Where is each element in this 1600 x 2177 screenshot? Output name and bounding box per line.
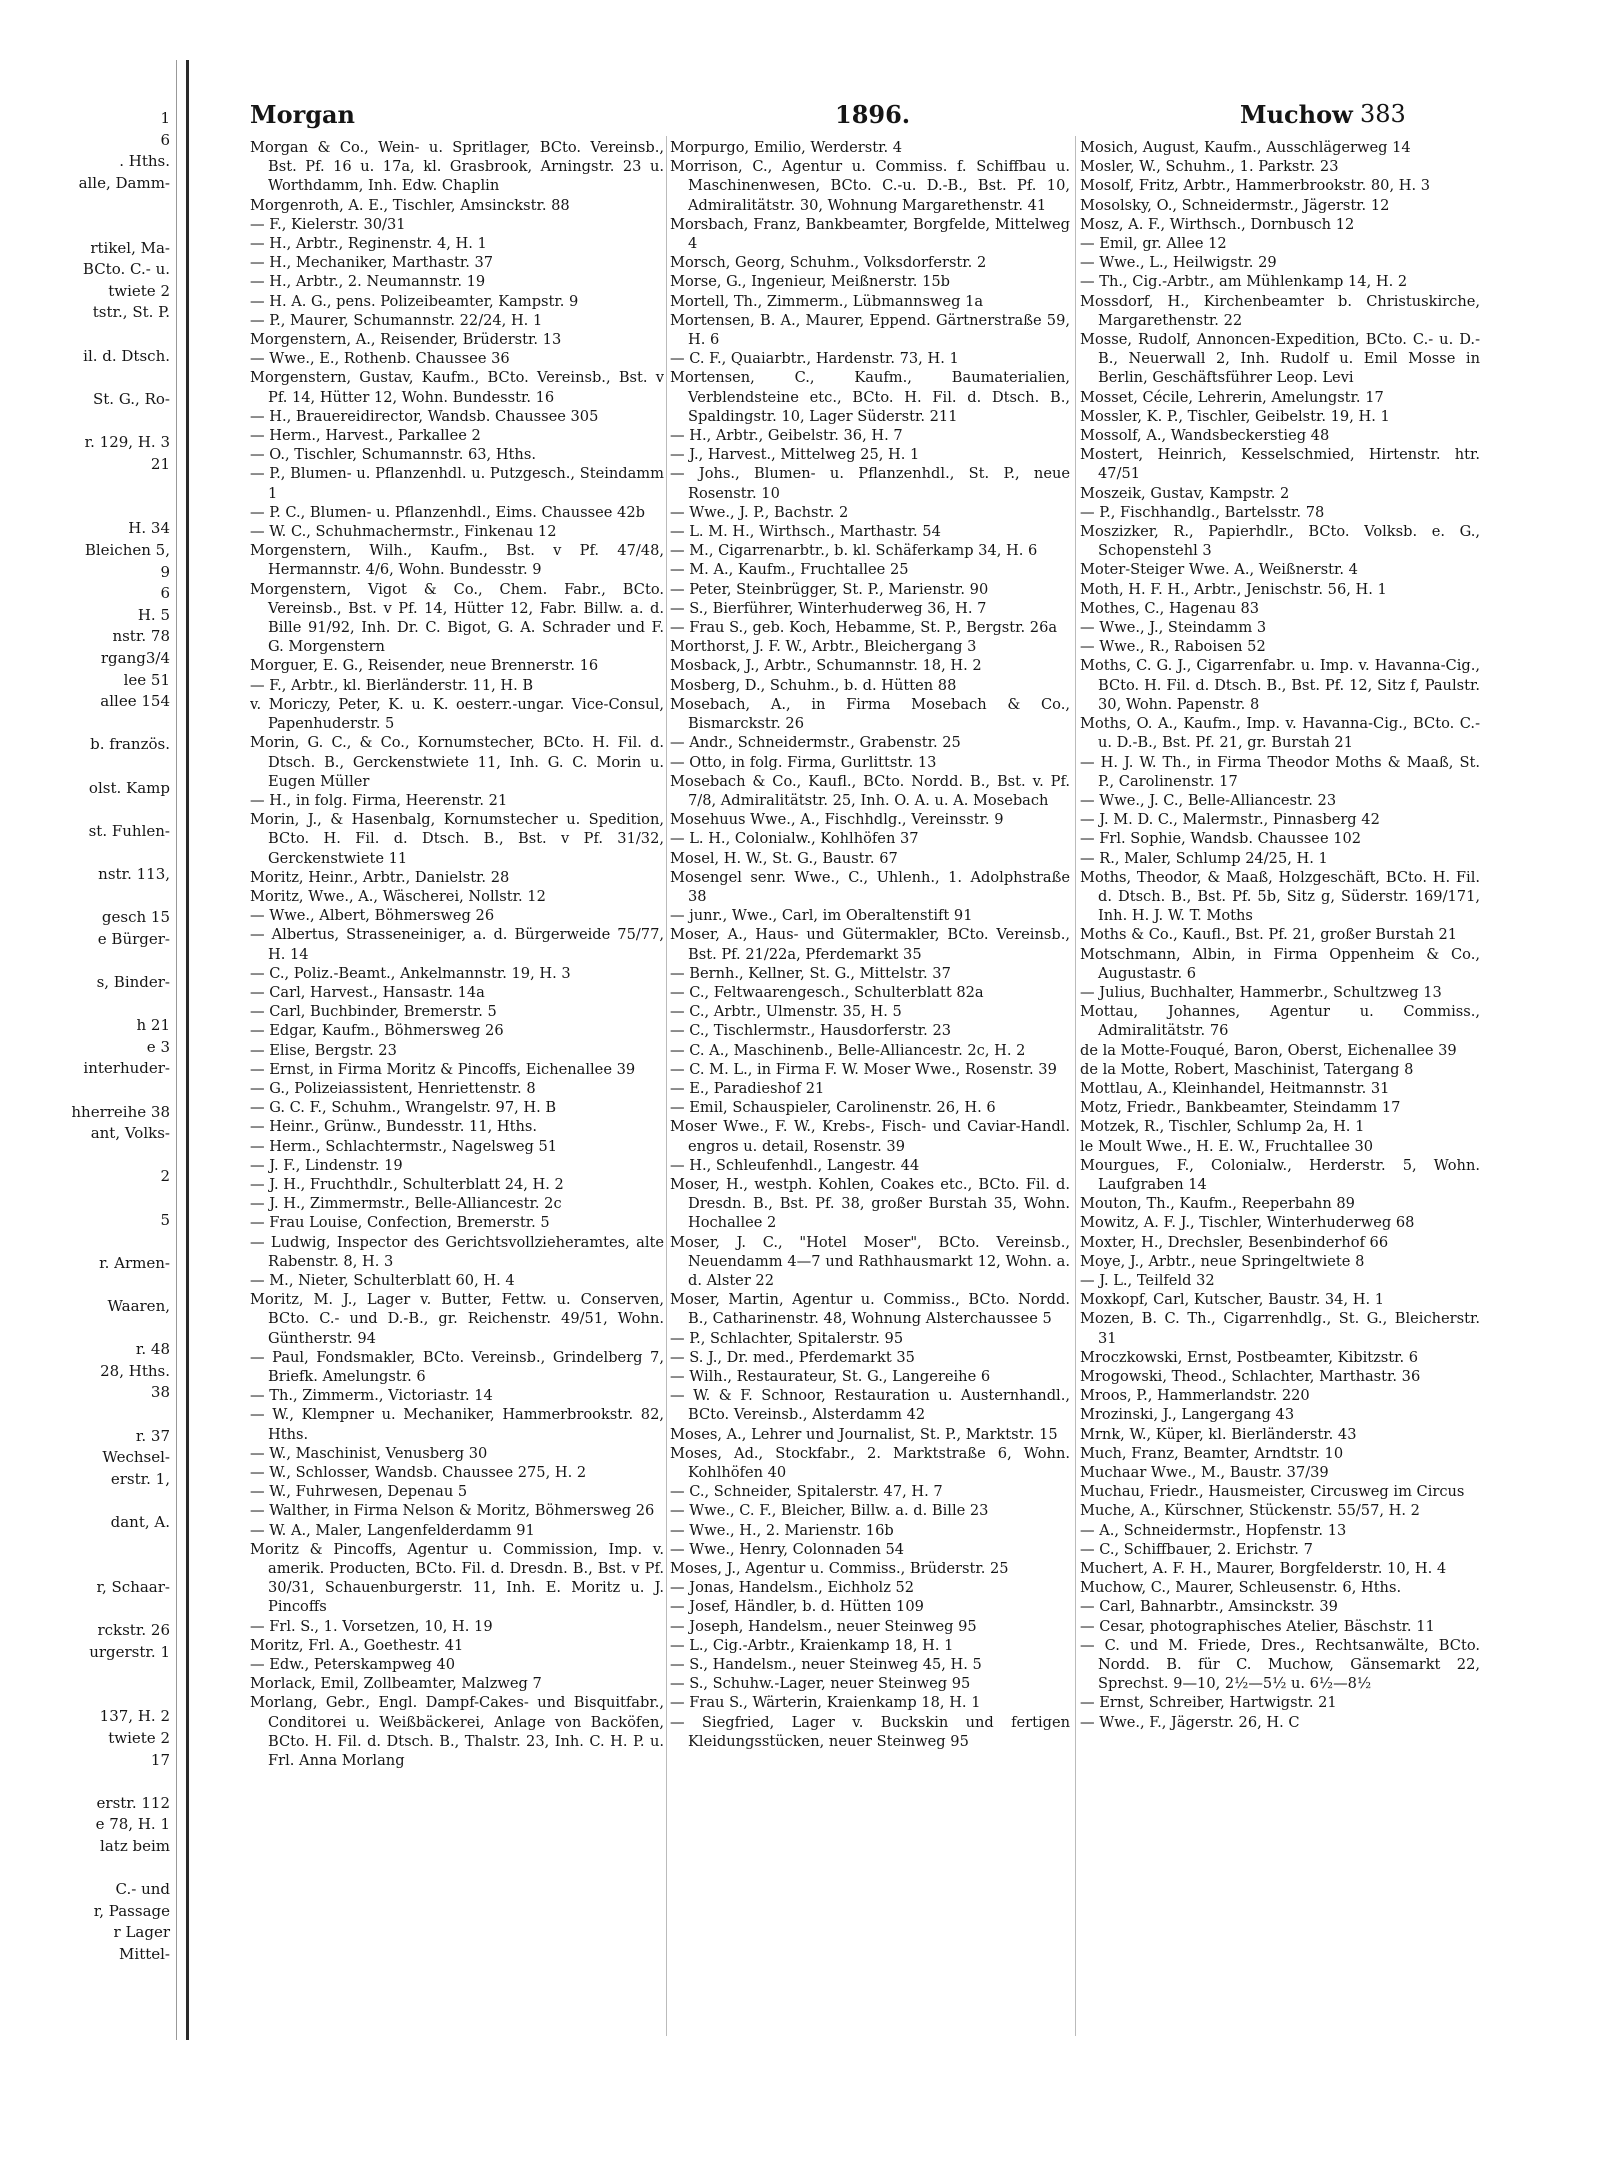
directory-entry: — Edw., Peterskampweg 40 xyxy=(250,1656,456,1674)
directory-entry: — Josef, Händler, b. d. Hütten 109 xyxy=(670,1598,924,1616)
directory-entry: Mowitz, A. F. J., Tischler, Winterhuderweg 68 xyxy=(1080,1214,1415,1232)
directory-entry: — W., Maschinist, Venusberg 30 xyxy=(250,1444,488,1462)
directory-entry: Mozen, B. C. Th., Cigarrenhdlg., St. G., Bleicherstr. 31 xyxy=(1080,1310,1480,1347)
directory-entry: Moye, J., Arbtr., neue Springeltwiete 8 xyxy=(1080,1252,1365,1270)
directory-entry: Moxkopf, Carl, Kutscher, Baustr. 34, H. 1 xyxy=(1080,1291,1385,1309)
directory-entry: — Carl, Harvest., Hansastr. 14a xyxy=(250,983,485,1001)
fragment-line: Mittel- xyxy=(119,1945,170,1963)
directory-entry: — S., Handelsm., neuer Steinweg 45, H. 5 xyxy=(670,1656,982,1674)
fragment-line: allee 154 xyxy=(100,692,170,711)
directory-entry: — Walther, in Firma Nelson & Moritz, Böhmersweg 26 xyxy=(250,1502,655,1520)
directory-entry: — C., Feltwaarengesch., Schulterblatt 82a xyxy=(670,983,984,1001)
fragment-line: lee 51 xyxy=(123,670,170,689)
directory-entry: Morgenstern, A., Reisender, Brüderstr. 13 xyxy=(250,331,562,349)
directory-entry: — J. M. D. C., Malermstr., Pinnasberg 42 xyxy=(1080,811,1380,829)
directory-entry: Mosolf, Fritz, Arbtr., Hammerbrookstr. 80, H. 3 xyxy=(1080,177,1431,195)
directory-entry: — Heinr., Grünw., Bundesstr. 11, Hths. xyxy=(250,1118,538,1136)
directory-entry: — A., Schneidermstr., Hopfenstr. 13 xyxy=(1080,1521,1347,1539)
fragment-line: 137, H. 2 xyxy=(99,1707,170,1726)
directory-entry: Mosset, Cécile, Lehrerin, Amelungstr. 17 xyxy=(1080,388,1384,406)
directory-entry: — Herm., Schlachtermstr., Nagelsweg 51 xyxy=(250,1137,558,1155)
fragment-line: 5 xyxy=(160,1210,170,1229)
directory-entry: — Wwe., J. P., Bachstr. 2 xyxy=(670,503,849,521)
column-divider xyxy=(666,136,667,2036)
fragment-line: H. 34 xyxy=(128,519,170,538)
directory-entry: — Siegfried, Lager v. Buckskin und fertigen Kleidungsstücken, neuer Steinweg 95 xyxy=(670,1713,1070,1750)
directory-entry: — Peter, Steinbrügger, St. P., Marienstr. 90 xyxy=(670,580,989,598)
directory-entry: Mostert, Heinrich, Kesselschmied, Hirtenstr. htr. 47/51 xyxy=(1080,446,1480,483)
directory-entry: Moritz, Frl. A., Goethestr. 41 xyxy=(250,1636,464,1654)
directory-entry: — O., Tischler, Schumannstr. 63, Hths. xyxy=(250,446,536,464)
fragment-line: s, Binder- xyxy=(96,973,170,991)
fragment-line: ant, Volks- xyxy=(90,1124,170,1143)
directory-entry: — M., Nieter, Schulterblatt 60, H. 4 xyxy=(250,1271,515,1289)
fragment-line: St. G., Ro- xyxy=(93,389,170,408)
directory-entry: de la Motte, Robert, Maschinist, Tatergang 8 xyxy=(1080,1060,1414,1078)
directory-entry: — Bernh., Kellner, St. G., Mittelstr. 37 xyxy=(670,964,951,982)
fragment-line: gesch 15 xyxy=(101,908,170,927)
directory-entry: Moritz, M. J., Lager v. Butter, Fettw. u. Conserven, BCto. C.- und D.-B., gr. Reichenstr. 49/51, Wohn. Güntherstr. 94 xyxy=(250,1291,664,1347)
fragment-line: nstr. 78 xyxy=(112,627,170,646)
directory-entry: Moser Wwe., F. W., Krebs-, Fisch- und Caviar-Handl. engros u. detail, Rosenstr. 39 xyxy=(670,1118,1070,1155)
directory-entry: — Frau S., Wärterin, Kraienkamp 18, H. 1 xyxy=(670,1694,981,1712)
directory-entry: — H., Mechaniker, Marthastr. 37 xyxy=(250,254,494,272)
directory-entry: Moszeik, Gustav, Kampstr. 2 xyxy=(1080,484,1290,502)
directory-entry: — S. J., Dr. med., Pferdemarkt 35 xyxy=(670,1348,915,1366)
directory-entry: Morgenstern, Wilh., Kaufm., Bst. v Pf. 47/48, Hermannstr. 4/6, Wohn. Bundesstr. 9 xyxy=(250,542,664,579)
directory-entry: Mottau, Johannes, Agentur u. Commiss., Admiralitätstr. 76 xyxy=(1080,1003,1480,1040)
directory-entry: — F., Kielerstr. 30/31 xyxy=(250,215,406,233)
fragment-line: twiete 2 xyxy=(108,1729,170,1747)
directory-entry: Moser, A., Haus- und Gütermakler, BCto. Vereinsb., Bst. Pf. 21/22a, Pferdemarkt 35 xyxy=(670,926,1070,963)
directory-entry: — Emil, gr. Allee 12 xyxy=(1080,235,1227,253)
directory-entry: Mouton, Th., Kaufm., Reeperbahn 89 xyxy=(1080,1195,1355,1213)
directory-entry: — S., Bierführer, Winterhuderweg 36, H. 7 xyxy=(670,599,987,617)
fragment-line: olst. Kamp xyxy=(88,778,170,797)
directory-entry: — P., Blumen- u. Pflanzenhdl. u. Putzgesch., Steindamm 1 xyxy=(250,465,664,502)
directory-entry: Moszizker, R., Papierhdlr., BCto. Volksb. e. G., Schopenstehl 3 xyxy=(1080,523,1480,560)
directory-entry: — J. F., Lindenstr. 19 xyxy=(250,1156,403,1174)
directory-entry: Mosebach & Co., Kaufl., BCto. Nordd. B., Bst. v. Pf. 7/8, Admiralitätstr. 25, Inh. O. A. u. A. Mosebach xyxy=(670,772,1070,809)
fragment-line: e 3 xyxy=(146,1037,170,1056)
directory-entry: — G., Polizeiassistent, Henriettenstr. 8 xyxy=(250,1079,536,1097)
directory-entry: — W., Schlosser, Wandsb. Chaussee 275, H. 2 xyxy=(250,1464,587,1482)
directory-entry: Moths, O. A., Kaufm., Imp. v. Havanna-Cig., BCto. C.- u. D.-B., Bst. Pf. 21, gr. Burstah 21 xyxy=(1080,715,1480,752)
directory-entry: Moter-Steiger Wwe. A., Weißnerstr. 4 xyxy=(1080,561,1358,579)
directory-entry: Mosel, H. W., St. G., Baustr. 67 xyxy=(670,849,898,867)
directory-entry: — S., Schuhw.-Lager, neuer Steinweg 95 xyxy=(670,1675,971,1693)
directory-entry: Motschmann, Albin, in Firma Oppenheim & Co., Augustastr. 6 xyxy=(1080,945,1480,982)
directory-entry: Mosehuus Wwe., A., Fischhdlg., Vereinsstr. 9 xyxy=(670,811,1004,829)
directory-entry: Mosich, August, Kaufm., Ausschlägerweg 14 xyxy=(1080,139,1411,156)
directory-entry: Morin, G. C., & Co., Kornumstecher, BCto. H. Fil. d. Dtsch. B., Gerckenstwiete 11, Inh. G. C. Morin u. Eugen Müller xyxy=(250,734,664,790)
directory-entry: Muche, A., Kürschner, Stückenstr. 55/57, H. 2 xyxy=(1080,1502,1420,1520)
directory-entry: Motz, Friedr., Bankbeamter, Steindamm 17 xyxy=(1080,1099,1401,1117)
directory-entry: — L., Cig.-Arbtr., Kraienkamp 18, H. 1 xyxy=(670,1636,954,1654)
directory-entry: — W. & F. Schnoor, Restauration u. Austernhandl., BCto. Vereinsb., Alsterdamm 42 xyxy=(670,1387,1070,1424)
directory-entry: — Frl. S., 1. Vorsetzen, 10, H. 19 xyxy=(250,1617,493,1635)
directory-entry: — Ludwig, Inspector des Gerichtsvollzieheramtes, alte Rabenstr. 8, H. 3 xyxy=(250,1233,664,1270)
directory-entry: — C. A., Maschinenb., Belle-Alliancestr. 2c, H. 2 xyxy=(670,1041,1026,1059)
directory-entry: Morguer, E. G., Reisender, neue Brennerstr. 16 xyxy=(250,657,599,675)
directory-entry: — Wwe., H., 2. Marienstr. 16b xyxy=(670,1521,894,1539)
directory-entry: Much, Franz, Beamter, Arndtstr. 10 xyxy=(1080,1444,1344,1462)
directory-entry: Morlack, Emil, Zollbeamter, Malzweg 7 xyxy=(250,1675,542,1693)
header-last-name: Muchow xyxy=(1240,100,1353,129)
directory-entry: Mossdorf, H., Kirchenbeamter b. Christuskirche, Margarethenstr. 22 xyxy=(1080,292,1480,329)
directory-entry: Morgenroth, A. E., Tischler, Amsinckstr. 88 xyxy=(250,196,570,214)
directory-entry: — M., Cigarrenarbtr., b. kl. Schäferkamp 34, H. 6 xyxy=(670,542,1038,560)
fragment-line: e 78, H. 1 xyxy=(95,1815,170,1834)
directory-entry: Muchert, A. F. H., Maurer, Borgfelderstr. 10, H. 4 xyxy=(1080,1560,1447,1578)
directory-entry: Mottlau, A., Kleinhandel, Heitmannstr. 31 xyxy=(1080,1079,1390,1097)
directory-entry: — Wwe., E., Rothenb. Chaussee 36 xyxy=(250,350,510,368)
directory-entry: — P. C., Blumen- u. Pflanzenhdl., Eims. Chaussee 42b xyxy=(250,503,645,521)
directory-entry: — W., Klempner u. Mechaniker, Hammerbrookstr. 82, Hths. xyxy=(250,1406,664,1443)
fragment-line: 1 xyxy=(160,109,170,127)
directory-entry: — Wwe., L., Heilwigstr. 29 xyxy=(1080,254,1277,272)
fragment-line: rgang3/4 xyxy=(100,649,170,667)
directory-entry: Mosberg, D., Schuhm., b. d. Hütten 88 xyxy=(670,676,957,694)
directory-entry: — Wwe., Albert, Böhmersweg 26 xyxy=(250,907,495,925)
running-header xyxy=(250,100,1406,136)
directory-entry: — C., Schiffbauer, 2. Erichstr. 7 xyxy=(1080,1540,1313,1558)
directory-entry: Mourgues, F., Colonialw., Herderstr. 5, Wohn. Laufgraben 14 xyxy=(1080,1156,1480,1193)
directory-entry: Moses, Ad., Stockfabr., 2. Marktstraße 6, Wohn. Kohlhöfen 40 xyxy=(670,1444,1070,1482)
directory-entry: Morpurgo, Emilio, Werderstr. 4 xyxy=(670,139,903,156)
directory-entry: Moritz, Heinr., Arbtr., Danielstr. 28 xyxy=(250,868,510,886)
header-first-name: Morgan xyxy=(250,100,355,129)
fragment-line: r Lager xyxy=(113,1923,170,1942)
directory-entry: Mortell, Th., Zimmerm., Lübmannsweg 1a xyxy=(670,292,984,310)
directory-entry: — C., Tischlermstr., Hausdorferstr. 23 xyxy=(670,1022,952,1040)
directory-entry: — Wwe., R., Raboisen 52 xyxy=(1080,638,1266,656)
fragment-line: r. 129, H. 3 xyxy=(84,433,170,451)
directory-entry: — Albertus, Strasseneiniger, a. d. Bürgerweide 75/77, H. 14 xyxy=(250,926,664,963)
directory-entry: Morin, J., & Hasenbalg, Kornumstecher u. Spedition, BCto. H. Fil. d. Dtsch. B., Bst. v Pf. 31/32, Gerckenstwiete 11 xyxy=(250,811,664,867)
directory-entry: — Otto, in folg. Firma, Gurlittstr. 13 xyxy=(670,753,937,771)
directory-column-2 xyxy=(670,138,1070,2038)
directory-entry: — G. C. F., Schuhm., Wrangelstr. 97, H. B xyxy=(250,1099,557,1117)
directory-entry: — Wwe., J., Steindamm 3 xyxy=(1080,619,1267,637)
fragment-line: dant, A. xyxy=(110,1513,170,1531)
directory-entry: — Elise, Bergstr. 23 xyxy=(250,1041,397,1059)
directory-entry: Muchaar Wwe., M., Baustr. 37/39 xyxy=(1080,1464,1329,1482)
directory-entry: Moses, A., Lehrer und Journalist, St. P., Marktstr. 15 xyxy=(670,1425,1058,1443)
directory-entry: — H., Arbtr., Reginenstr. 4, H. 1 xyxy=(250,235,487,253)
directory-entry: — Carl, Bahnarbtr., Amsinckstr. 39 xyxy=(1080,1598,1338,1616)
directory-entry: Morthorst, J. F. W., Arbtr., Bleichergang 3 xyxy=(670,638,977,656)
fragment-line: r. 48 xyxy=(135,1340,170,1359)
fragment-line: tstr., St. P. xyxy=(92,303,170,322)
directory-entry: Morlang, Gebr., Engl. Dampf-Cakes- und Bisquitfabr., Conditorei u. Weißbäckerei, Anlage von Backöfen, BCto. H. Fil. d. Dtsch. B., Thalstr. 23, Inh. C. H. P. u. Frl. Anna Morlang xyxy=(250,1694,664,1770)
directory-entry: — Th., Cig.-Arbtr., am Mühlenkamp 14, H. 2 xyxy=(1080,273,1408,291)
fragment-line: 2 xyxy=(160,1167,170,1186)
directory-entry: Mosebach, A., in Firma Mosebach & Co., Bismarckstr. 26 xyxy=(670,695,1070,733)
directory-entry: Moths, Theodor, & Maaß, Holzgeschäft, BCto. H. Fil. d. Dtsch. B., Bst. Pf. 5b, Sitz g, Süderstr. 169/171, Inh. H. J. W. T. Moths xyxy=(1080,868,1480,925)
directory-entry: le Moult Wwe., H. E. W., Fruchtallee 30 xyxy=(1080,1137,1374,1155)
fragment-line: 9 xyxy=(160,562,170,581)
directory-entry: Morgenstern, Vigot & Co., Chem. Fabr., BCto. Vereinsb., Bst. v Pf. 14, Hütter 12, Fabr. Billw. a. d. Bille 91/92, Inh. Dr. C. Bigot, G. A. Schrader und F. G. Morgenstern xyxy=(250,580,664,656)
directory-entry: Mosolsky, O., Schneidermstr., Jägerstr. 12 xyxy=(1080,196,1390,214)
fragment-line: erstr. 1, xyxy=(110,1469,170,1488)
directory-entry: — C. M. L., in Firma F. W. Moser Wwe., Rosenstr. 39 xyxy=(670,1060,1057,1078)
directory-entry: — P., Schlachter, Spitalerstr. 95 xyxy=(670,1329,904,1347)
directory-entry: — Johs., Blumen- u. Pflanzenhdl., St. P., neue Rosenstr. 10 xyxy=(670,465,1070,502)
directory-entry: — Paul, Fondsmakler, BCto. Vereinsb., Grindelberg 7, Briefk. Amelungstr. 6 xyxy=(250,1348,664,1385)
directory-entry: Mossler, K. P., Tischler, Geibelstr. 19, H. 1 xyxy=(1080,407,1390,425)
directory-entry: — C., Poliz.-Beamt., Ankelmannstr. 19, H. 3 xyxy=(250,964,571,982)
directory-entry: — C., Schneider, Spitalerstr. 47, H. 7 xyxy=(670,1483,943,1501)
directory-entry: — Andr., Schneidermstr., Grabenstr. 25 xyxy=(670,734,961,752)
directory-column-1 xyxy=(250,138,664,2038)
directory-entry: Muchow, C., Maurer, Schleusenstr. 6, Hths. xyxy=(1080,1579,1402,1597)
directory-entry: — Edgar, Kaufm., Böhmersweg 26 xyxy=(250,1022,504,1040)
directory-entry: — L. H., Colonialw., Kohlhöfen 37 xyxy=(670,830,919,848)
directory-entry: — P., Fischhandlg., Bartelsstr. 78 xyxy=(1080,503,1325,521)
directory-entry: Moth, H. F. H., Arbtr., Jenischstr. 56, H. 1 xyxy=(1080,580,1387,598)
directory-entry: Mortensen, B. A., Maurer, Eppend. Gärtnerstraße 59, H. 6 xyxy=(670,311,1070,349)
directory-entry: — Frl. Sophie, Wandsb. Chaussee 102 xyxy=(1080,830,1362,848)
directory-entry: — Th., Zimmerm., Victoriastr. 14 xyxy=(250,1387,493,1405)
header-year: 1896. xyxy=(835,100,911,129)
fragment-line: nstr. 113, xyxy=(98,865,170,883)
fragment-line: C.- und xyxy=(115,1880,170,1899)
directory-entry: — Cesar, photographisches Atelier, Bäschstr. 11 xyxy=(1080,1617,1435,1635)
directory-entry: — F., Arbtr., kl. Bierländerstr. 11, H. B xyxy=(250,676,534,694)
directory-entry: — H., Arbtr., 2. Neumannstr. 19 xyxy=(250,273,486,291)
fragment-line: rckstr. 26 xyxy=(97,1621,170,1639)
directory-entry: Mrogowski, Theod., Schlachter, Marthastr. 36 xyxy=(1080,1368,1421,1385)
directory-entry: Mosz, A. F., Wirthsch., Dornbusch 12 xyxy=(1080,215,1355,233)
directory-entry: — W. C., Schuhmachermstr., Finkenau 12 xyxy=(250,523,557,541)
fragment-line: h 21 xyxy=(136,1016,170,1035)
directory-entry: Moths & Co., Kaufl., Bst. Pf. 21, großer Burstah 21 xyxy=(1080,926,1458,944)
fragment-line: r, Schaar- xyxy=(96,1577,170,1596)
directory-entry: — E., Paradieshof 21 xyxy=(670,1079,825,1097)
fragment-line: 28, Hths. xyxy=(100,1361,170,1380)
directory-entry: Mrozinski, J., Langergang 43 xyxy=(1080,1406,1295,1424)
directory-entry: — H. A. G., pens. Polizeibeamter, Kampstr. 9 xyxy=(250,292,579,310)
directory-entry: — Joseph, Handelsm., neuer Steinweg 95 xyxy=(670,1617,977,1635)
directory-entry: Moths, C. G. J., Cigarrenfabr. u. Imp. v. Havanna-Cig., BCto. H. Fil. d. Dtsch. B., Bst. Pf. 12, Sitz f, Paulstr. 30, Wohn. Papenstr. 8 xyxy=(1080,657,1480,713)
directory-entry: — C., Arbtr., Ulmenstr. 35, H. 5 xyxy=(670,1003,902,1021)
directory-entry: Morse, G., Ingenieur, Meißnerstr. 15b xyxy=(670,273,950,291)
fragment-line: 38 xyxy=(150,1383,170,1402)
directory-entry: — W. A., Maler, Langenfelderdamm 91 xyxy=(250,1521,535,1539)
directory-entry: — Wwe., J. C., Belle-Alliancestr. 23 xyxy=(1080,791,1337,809)
fragment-line: b. französ. xyxy=(90,735,170,754)
fragment-line: twiete 2 xyxy=(108,281,170,300)
directory-entry: — Carl, Buchbinder, Bremerstr. 5 xyxy=(250,1003,497,1021)
page-number: 383 xyxy=(1360,100,1406,128)
directory-entry: — J. H., Zimmermstr., Belle-Alliancestr. 2c xyxy=(250,1195,562,1213)
directory-entry: — Frau S., geb. Koch, Hebamme, St. P., Bergstr. 26a xyxy=(670,619,1058,637)
directory-entry: Morsch, Georg, Schuhm., Volksdorferstr. 2 xyxy=(670,254,987,272)
directory-entry: Mosler, W., Schuhm., 1. Parkstr. 23 xyxy=(1080,158,1339,176)
directory-entry: — H., Arbtr., Geibelstr. 36, H. 7 xyxy=(670,427,903,445)
directory-entry: Muchau, Friedr., Hausmeister, Circusweg im Circus xyxy=(1080,1483,1465,1501)
facing-page-fragment xyxy=(0,108,180,2038)
directory-entry: — Ernst, in Firma Moritz & Pincoffs, Eichenallee 39 xyxy=(250,1060,636,1078)
fragment-line: 6 xyxy=(160,584,170,603)
directory-entry: — H., Brauereidirector, Wandsb. Chaussee 305 xyxy=(250,407,599,425)
directory-entry: Moritz & Pincoffs, Agentur u. Commission, Imp. v. amerik. Producten, BCto. Fil. d. Dresdn. B., Bst. v Pf. 30/31, Schauenburgerstr. 11, Inh. E. Moritz u. J. Pincoffs xyxy=(250,1540,664,1616)
directory-entry: — H., in folg. Firma, Heerenstr. 21 xyxy=(250,791,508,809)
fragment-line: 6 xyxy=(160,130,170,149)
directory-entry: Mothes, C., Hagenau 83 xyxy=(1080,599,1260,617)
fragment-line: urgerstr. 1 xyxy=(89,1642,170,1661)
fragment-line: il. d. Dtsch. xyxy=(83,346,170,365)
directory-entry: Morrison, C., Agentur u. Commiss. f. Schiffbau u. Maschinenwesen, BCto. C.-u. D.-B., Bst. Pf. 10, Admiralitätstr. 30, Wohnung Margarethenstr. 41 xyxy=(670,158,1070,214)
fragment-line: 21 xyxy=(150,454,170,473)
directory-entry: — Wwe., Henry, Colonnaden 54 xyxy=(670,1540,905,1558)
directory-entry: Mossolf, A., Wandsbeckerstieg 48 xyxy=(1080,427,1330,445)
directory-entry: Mroczkowski, Ernst, Postbeamter, Kibitzstr. 6 xyxy=(1080,1348,1419,1366)
directory-entry: — Wilh., Restaurateur, St. G., Langereihe 6 xyxy=(670,1368,991,1385)
directory-entry: v. Moriczy, Peter, K. u. K. oesterr.-ungar. Vice-Consul, Papenhuderstr. 5 xyxy=(250,695,664,733)
directory-entry: — junr., Wwe., Carl, im Oberaltenstift 91 xyxy=(670,907,973,925)
directory-entry: Morsbach, Franz, Bankbeamter, Borgfelde, Mittelweg 4 xyxy=(670,215,1070,253)
fragment-line: erstr. 112 xyxy=(96,1793,170,1812)
fragment-line: Bleichen 5, xyxy=(84,541,170,559)
fragment-line: r. 37 xyxy=(135,1426,170,1445)
fragment-line: . Hths. xyxy=(119,152,170,171)
directory-entry: — Wwe., C. F., Bleicher, Billw. a. d. Bille 23 xyxy=(670,1502,989,1520)
directory-entry: Moser, H., westph. Kohlen, Coakes etc., BCto. Fil. d. Dresdn. B., Bst. Pf. 38, großer Burstah 35, Wohn. Hochallee 2 xyxy=(670,1175,1070,1232)
directory-entry: Moser, Martin, Agentur u. Commiss., BCto. Nordd. B., Catharinenstr. 48, Wohnung Alsterchaussee 5 xyxy=(670,1291,1070,1328)
directory-entry: — Herm., Harvest., Parkallee 2 xyxy=(250,427,481,445)
directory-entry: — Ernst, Schreiber, Hartwigstr. 21 xyxy=(1080,1694,1337,1712)
column-divider xyxy=(1075,136,1076,2036)
fragment-line: BCto. C.- u. xyxy=(82,260,170,279)
fragment-line: interhuder- xyxy=(83,1059,170,1078)
fragment-line: Wechsel- xyxy=(102,1448,170,1467)
directory-entry: — L. M. H., Wirthsch., Marthastr. 54 xyxy=(670,523,941,541)
directory-entry: — Wwe., F., Jägerstr. 26, H. C xyxy=(1080,1713,1300,1731)
directory-entry: Moritz, Wwe., A., Wäscherei, Nollstr. 12 xyxy=(250,887,546,905)
directory-entry: — R., Maler, Schlump 24/25, H. 1 xyxy=(1080,849,1328,867)
directory-entry: Mroos, P., Hammerlandstr. 220 xyxy=(1080,1387,1310,1405)
directory-entry: — H. J. W. Th., in Firma Theodor Moths & Maaß, St. P., Carolinenstr. 17 xyxy=(1080,753,1480,790)
directory-entry: Motzek, R., Tischler, Schlump 2a, H. 1 xyxy=(1080,1118,1365,1136)
directory-entry: — Jonas, Handelsm., Eichholz 52 xyxy=(670,1579,915,1597)
directory-entry: — P., Maurer, Schumannstr. 22/24, H. 1 xyxy=(250,311,543,329)
fragment-line: H. 5 xyxy=(137,605,170,624)
page-gutter xyxy=(186,60,189,2040)
directory-entry: — Julius, Buchhalter, Hammerbr., Schultzweg 13 xyxy=(1080,983,1442,1001)
fragment-line: st. Fuhlen- xyxy=(88,821,170,840)
directory-entry: Mosback, J., Arbtr., Schumannstr. 18, H. 2 xyxy=(670,657,982,675)
fragment-line: hherreihe 38 xyxy=(71,1102,170,1121)
directory-entry: Morgenstern, Gustav, Kaufm., BCto. Vereinsb., Bst. v Pf. 14, Hütter 12, Wohn. Bundesstr. 16 xyxy=(250,369,664,406)
fragment-line: alle, Damm- xyxy=(78,173,170,192)
fragment-line: r, Passage xyxy=(93,1901,170,1920)
directory-entry: — C. und M. Friede, Dres., Rechtsanwälte, BCto. Nordd. B. für C. Muchow, Gänsemarkt 22, Sprechst. 9—10, 2½—5½ u. 6½—8½ xyxy=(1080,1636,1480,1693)
directory-entry: Moxter, H., Drechsler, Besenbinderhof 66 xyxy=(1080,1233,1389,1251)
directory-entry: — Frau Louise, Confection, Bremerstr. 5 xyxy=(250,1214,550,1232)
directory-entry: — J., Harvest., Mittelweg 25, H. 1 xyxy=(670,446,920,464)
directory-entry: — Emil, Schauspieler, Carolinenstr. 26, H. 6 xyxy=(670,1099,996,1117)
directory-entry: Moser, J. C., "Hotel Moser", BCto. Vereinsb., Neuendamm 4—7 und Rathhausmarkt 12, Wohn. a. d. Alster 22 xyxy=(670,1233,1070,1289)
directory-entry: — W., Fuhrwesen, Depenau 5 xyxy=(250,1483,468,1501)
directory-entry: — H., Schleufenhdl., Langestr. 44 xyxy=(670,1156,920,1174)
fragment-line: Waaren, xyxy=(107,1297,170,1315)
directory-entry: Morgan & Co., Wein- u. Spritlager, BCto. Vereinsb., Bst. Pf. 16 u. 17a, kl. Grasbrook, Arningstr. 23 u. Worthdamm, Inh. Edw. Chaplin xyxy=(250,139,664,195)
fragment-line: rtikel, Ma- xyxy=(90,238,170,257)
directory-entry: de la Motte-Fouqué, Baron, Oberst, Eichenallee 39 xyxy=(1080,1041,1457,1059)
directory-entry: Moses, J., Agentur u. Commiss., Brüderstr. 25 xyxy=(670,1560,1009,1578)
directory-entry: — C. F., Quaiarbtr., Hardenstr. 73, H. 1 xyxy=(670,350,959,368)
directory-entry: Mrnk, W., Küper, kl. Bierländerstr. 43 xyxy=(1080,1425,1357,1443)
fragment-line: latz beim xyxy=(100,1837,170,1855)
fragment-line: 17 xyxy=(150,1750,170,1769)
fragment-line: r. Armen- xyxy=(99,1253,170,1272)
fragment-line: e Bürger- xyxy=(97,929,170,948)
directory-entry: — J. H., Fruchthdlr., Schulterblatt 24, H. 2 xyxy=(250,1175,564,1193)
directory-entry: Mosengel senr. Wwe., C., Uhlenh., 1. Adolphstraße 38 xyxy=(670,868,1070,905)
directory-entry: — J. L., Teilfeld 32 xyxy=(1080,1271,1215,1289)
directory-entry: Mortensen, C., Kaufm., Baumaterialien, Verblendsteine etc., BCto. H. Fil. d. Dtsch. B., Spaldingstr. 10, Lager Süderstr. 211 xyxy=(670,369,1070,425)
directory-entry: — M. A., Kaufm., Fruchtallee 25 xyxy=(670,561,909,579)
directory-column-3 xyxy=(1080,138,1480,2038)
directory-entry: Mosse, Rudolf, Annoncen-Expedition, BCto. C.- u. D.-B., Neuerwall 2, Inh. Rudolf u. Emil Mosse in Berlin, Geschäftsführer Leop. Levi xyxy=(1080,331,1480,387)
